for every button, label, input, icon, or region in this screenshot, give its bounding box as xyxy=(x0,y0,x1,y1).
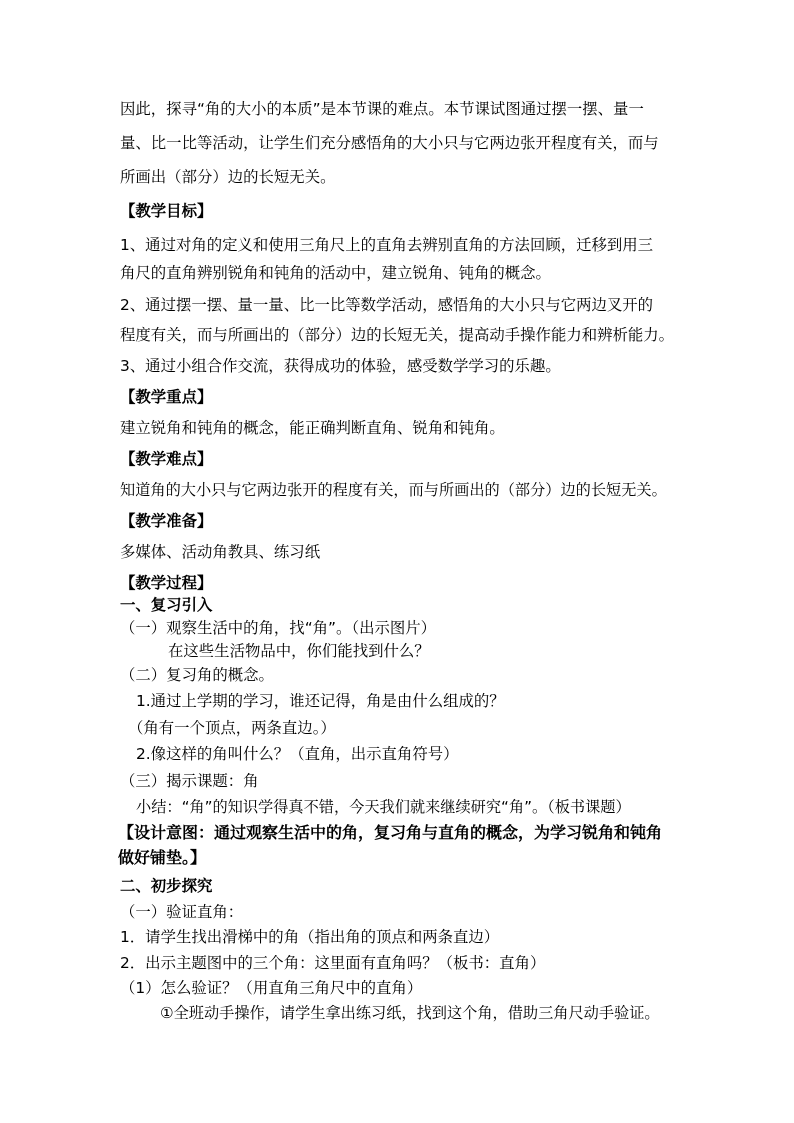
section2-line-4: （1）怎么验证？（用直角三角尺中的直角） xyxy=(120,979,423,997)
goals-line-3: 2、通过摆一摆、量一量、比一比等数学活动，感悟角的大小只与它两边叉开的 xyxy=(120,296,654,314)
section1-line-3: （二）复习角的概念。 xyxy=(120,666,274,684)
section2-line-3: 2．出示主题图中的三个角：这里面有直角吗？（板书：直角） xyxy=(120,954,546,972)
design-intent-line-1: 【设计意图：通过观察生活中的角，复习角与直角的概念，为学习锐角和钝角 xyxy=(118,823,663,842)
intro-line-1: 因此，探寻“角的大小的本质”是本节课的难点。本节课试图通过摆一摆、量一 xyxy=(120,100,644,118)
section2-line-5: ①全班动手操作，请学生拿出练习纸，找到这个角，借助三角尺动手验证。 xyxy=(160,1004,660,1022)
section2-line-2: 1．请学生找出滑梯中的角（指出角的顶点和两条直边） xyxy=(120,928,500,946)
goals-line-5: 3、通过小组合作交流，获得成功的体验，感受数学学习的乐趣。 xyxy=(120,357,561,375)
section2-title: 二、初步探究 xyxy=(120,877,213,895)
goals-line-1: 1、通过对角的定义和使用三角尺上的直角去辨别直角的方法回顾，迁移到用三 xyxy=(120,236,654,254)
intro-line-3: 所画出（部分）边的长短无关。 xyxy=(120,168,336,186)
section1-line-4: 1.通过上学期的学习，谁还记得，角是由什么组成的？ xyxy=(136,692,505,710)
section1-line-7: （三）揭示课题：角 xyxy=(120,772,259,790)
section1-line-6: 2.像这样的角叫什么？（直角，出示直角符号） xyxy=(136,745,459,763)
section1-line-5: （角有一个顶点，两条直边。） xyxy=(128,719,336,737)
process-heading: 【教学过程】 xyxy=(120,574,213,592)
section1-line-1: （一）观察生活中的角，找“角”。（出示图片） xyxy=(120,619,437,637)
design-intent-line-2: 做好铺垫。】 xyxy=(118,848,207,867)
section1-line-8: 小结：“角”的知识学得真不错，今天我们就来继续研究“角”。（板书课题） xyxy=(136,798,631,816)
difficulty-heading: 【教学难点】 xyxy=(120,450,213,468)
difficulty-text: 知道角的大小只与它两边张开的程度有关，而与所画出的（部分）边的长短无关。 xyxy=(120,481,667,499)
prep-heading: 【教学准备】 xyxy=(120,512,213,530)
goals-line-2: 角尺的直角辨别锐角和钝角的活动中，建立锐角、钝角的概念。 xyxy=(120,264,551,282)
section2-line-1: （一）验证直角： xyxy=(120,903,244,921)
goals-line-4: 程度有关，而与所画出的（部分）边的长短无关，提高动手操作能力和辨析能力。 xyxy=(120,326,675,344)
prep-text: 多媒体、活动角教具、练习纸 xyxy=(120,543,321,561)
key-text: 建立锐角和钝角的概念，能正确判断直角、锐角和钝角。 xyxy=(120,419,505,437)
section1-line-2: 在这些生活物品中，你们能找到什么？ xyxy=(168,642,430,660)
key-heading: 【教学重点】 xyxy=(120,388,213,406)
intro-line-2: 量、比一比等活动，让学生们充分感悟角的大小只与它两边张开程度有关，而与 xyxy=(120,134,659,152)
goals-heading: 【教学目标】 xyxy=(120,202,213,220)
section1-title: 一、复习引入 xyxy=(120,596,213,614)
